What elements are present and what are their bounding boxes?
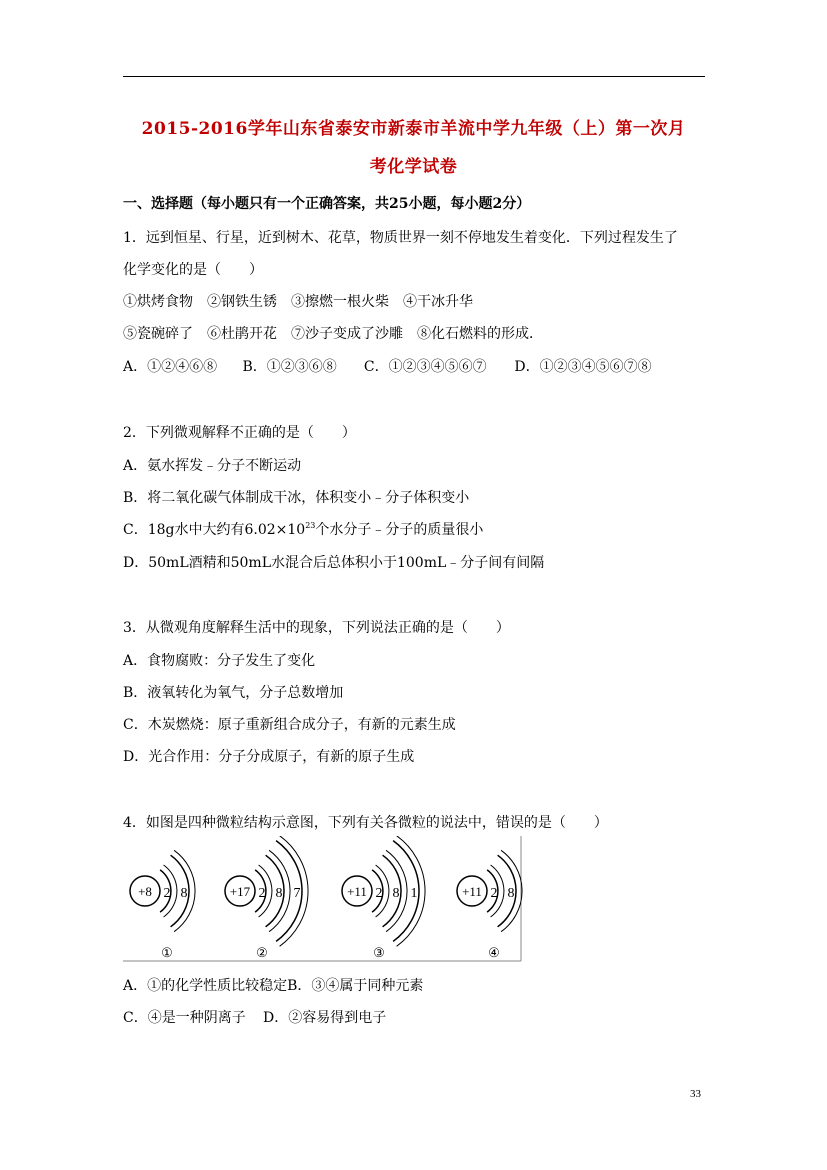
particle-4 [457,850,522,961]
nucleus-charge: +17 [229,884,251,899]
q4-option-d: D．②容易得到电子 [263,1010,387,1026]
header-rule [123,76,705,77]
q2-option-c-pre: C．18g水中大约有6.02×10 [123,522,306,538]
q3-option-b: B．液氧转化为氧气，分子总数增加 [123,685,344,701]
q3-option-a: A．食物腐败：分子发生了变化 [123,653,316,669]
q4-option-a: A．①的化学性质比较稳定 [123,978,288,994]
shell-electron-count: 2 [163,886,171,901]
q1-stem-line2: 化学变化的是（ ） [123,262,263,278]
atom-structure-figure [123,836,523,964]
q3-option-c: C．木炭燃烧：原子重新组合成分子，有新的元素生成 [123,717,456,733]
q2-option-d: D．50mL酒精和50mL水混合后总体积小于100mL﹣分子间有间隔 [123,555,545,571]
q2-option-c-exponent: 23 [305,521,316,530]
shell-electron-count: 2 [490,886,498,901]
shell-electron-count: 8 [275,886,283,901]
q1-items-line1: ①烘烤食物 ②钢铁生锈 ③擦燃一根火柴 ④干冰升华 [123,294,473,310]
shell-electron-count: 1 [410,886,418,901]
q2-option-c [123,519,483,539]
q1-items-line2: ⑤瓷碗碎了 ⑥杜鹃开花 ⑦沙子变成了沙雕 ⑧化石燃料的形成． [123,326,543,342]
q1-option-d: D．①②③④⑤⑥⑦⑧ [514,359,652,375]
q1-option-a: A．①②④⑥⑧ [123,359,218,375]
particle-3 [342,836,425,961]
particle-label: ③ [373,946,385,961]
particle-label: ① [161,946,173,961]
shell-electron-count: 7 [293,886,301,901]
q1-options [123,356,652,376]
particle-label: ② [256,946,268,961]
particle-label: ④ [488,946,500,961]
nucleus-charge: +11 [347,884,367,899]
shell-electron-count: 8 [180,886,188,901]
page-title-line1: 2015-2016学年山东省泰安市新泰市羊流中学九年级（上）第一次月 [141,119,686,139]
particle-2 [225,836,308,961]
q2-stem: 2．下列微观解释不正确的是（ ） [123,425,356,441]
q3-option-d: D．光合作用：分子分成原子，有新的原子生成 [123,749,415,765]
nucleus-charge: +11 [462,884,482,899]
particle-1 [130,850,195,961]
q1-option-b: B．①②③⑥⑧ [242,359,337,375]
shell-electron-count: 2 [258,886,266,901]
section-heading: 一、选择题（每小题只有一个正确答案，共25小题，每小题2分） [123,196,531,212]
shell-electron-count: 8 [507,886,515,901]
q2-option-a: A．氨水挥发﹣分子不断运动 [123,458,302,474]
page-number: 33 [690,1088,701,1100]
q4-stem: 4．如图是四种微粒结构示意图，下列有关各微粒的说法中，错误的是（ ） [123,815,608,831]
q1-option-c: C．①②③④⑤⑥⑦ [363,359,487,375]
q4-option-c: C．④是一种阴离子 [123,1010,246,1026]
shell-electron-count: 2 [375,886,383,901]
q4-options-row2 [123,1007,386,1027]
page-title-line2: 考化学试卷 [369,157,458,177]
q4-options-row1 [123,975,423,995]
q4-option-b: B．③④属于同种元素 [287,978,424,994]
q3-stem: 3．从微观角度解释生活中的现象，下列说法正确的是（ ） [123,620,510,636]
q2-option-b: B．将二氧化碳气体制成干冰，体积变小﹣分子体积变小 [123,490,470,506]
q2-option-c-post: 个水分子﹣分子的质量很小 [315,522,484,538]
q1-stem-line1: 1．远到恒星、行星，近到树木、花草，物质世界一刻不停地发生着变化．下列过程发生了 [123,230,678,246]
shell-electron-count: 8 [392,886,400,901]
nucleus-charge: +8 [138,884,152,899]
